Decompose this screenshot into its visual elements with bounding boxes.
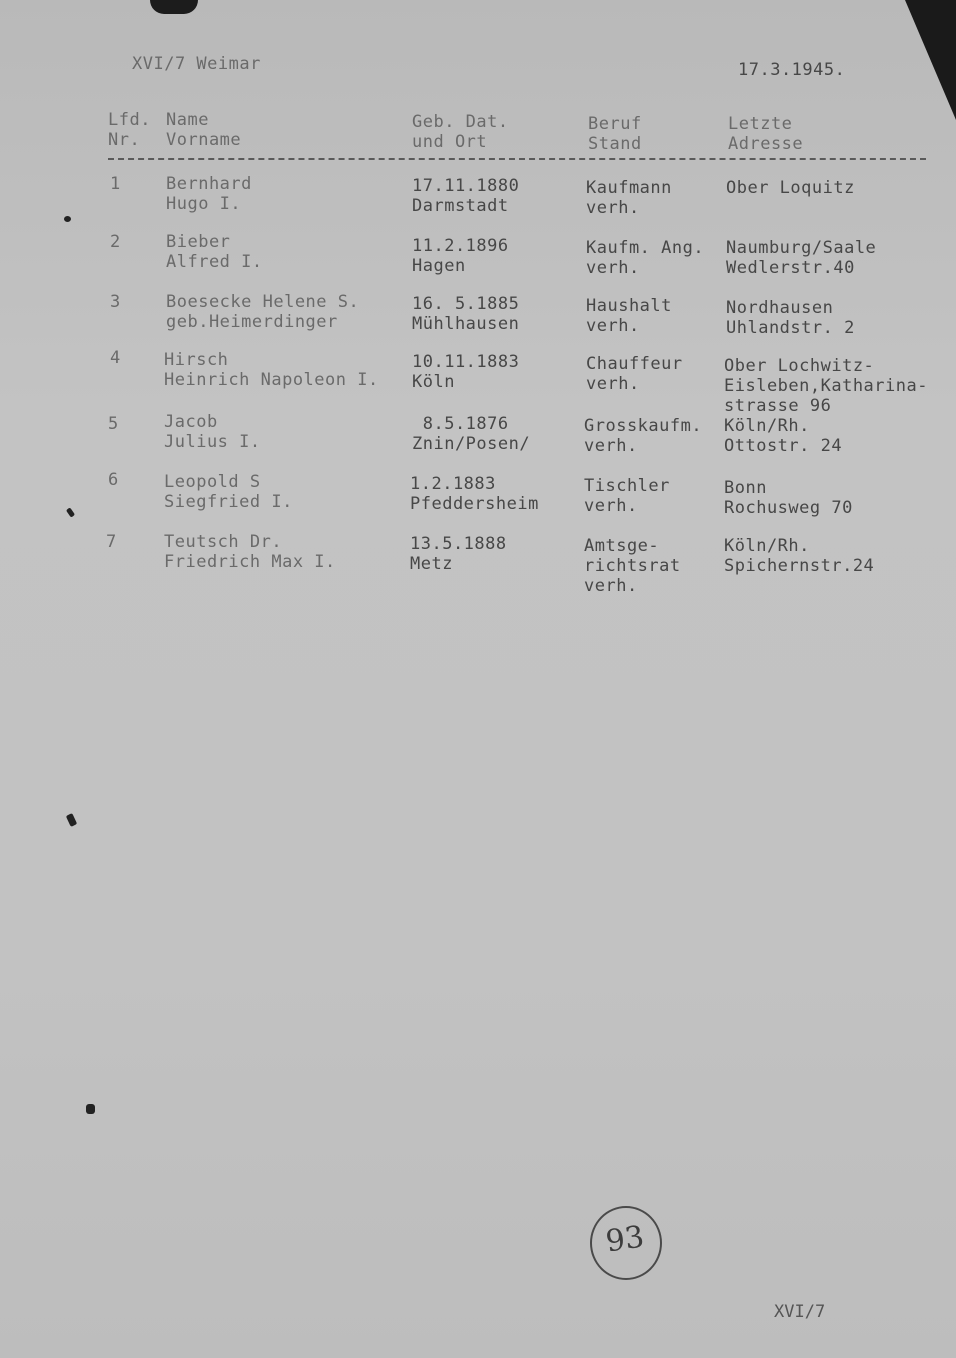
scan-speck <box>64 216 71 222</box>
row-name: Hirsch Heinrich Napoleon I. <box>164 350 379 390</box>
row-number: 7 <box>106 532 117 552</box>
row-occupation: Haushalt verh. <box>586 296 672 336</box>
row-address: Ober Lochwitz- Eisleben,Katharina- strasse 96 <box>724 356 928 416</box>
row-address: Köln/Rh. Ottostr. 24 <box>724 416 843 456</box>
column-header-address: Letzte Adresse <box>728 114 804 154</box>
row-address: Köln/Rh. Spichernstr.24 <box>724 536 875 576</box>
row-birth: 8.5.1876 Znin/Posen/ <box>412 414 531 454</box>
column-header-nr: Lfd. Nr. <box>108 110 151 150</box>
row-name: Leopold S Siegfried I. <box>164 472 293 512</box>
row-occupation: Kaufmann verh. <box>586 178 672 218</box>
row-occupation: Kaufm. Ang. verh. <box>586 238 705 278</box>
row-birth: 13.5.1888 Metz <box>410 534 507 574</box>
document-date: 17.3.1945. <box>738 60 846 80</box>
row-birth: 17.11.1880 Darmstadt <box>412 176 520 216</box>
row-birth: 10.11.1883 Köln <box>412 352 520 392</box>
scan-blot <box>150 0 198 14</box>
row-birth: 11.2.1896 Hagen <box>412 236 509 276</box>
row-name: Bernhard Hugo I. <box>166 174 252 214</box>
row-name: Jacob Julius I. <box>164 412 261 452</box>
row-occupation: Amtsge- richtsrat verh. <box>584 536 681 596</box>
row-number: 6 <box>108 470 119 490</box>
row-address: Naumburg/Saale Wedlerstr.40 <box>726 238 877 278</box>
row-number: 4 <box>110 348 121 368</box>
row-name: Bieber Alfred I. <box>166 232 263 272</box>
row-address: Nordhausen Uhlandstr. 2 <box>726 298 855 338</box>
row-occupation: Tischler verh. <box>584 476 670 516</box>
page-number-handwritten: 93 <box>603 1219 647 1260</box>
row-number: 5 <box>108 414 119 434</box>
column-header-name: Name Vorname <box>166 110 242 150</box>
row-number: 2 <box>110 232 121 252</box>
row-name: Teutsch Dr. Friedrich Max I. <box>164 532 336 572</box>
column-header-birth: Geb. Dat. und Ort <box>412 112 509 152</box>
column-header-occupation: Beruf Stand <box>588 114 642 154</box>
row-occupation: Grosskaufm. verh. <box>584 416 703 456</box>
row-birth: 16. 5.1885 Mühlhausen <box>412 294 520 334</box>
header-rule <box>108 158 926 160</box>
scan-speck <box>86 1104 95 1114</box>
document-reference: XVI/7 Weimar <box>132 54 261 74</box>
row-number: 3 <box>110 292 121 312</box>
footer-reference: XVI/7 <box>774 1302 826 1322</box>
row-address: Bonn Rochusweg 70 <box>724 478 853 518</box>
row-birth: 1.2.1883 Pfeddersheim <box>410 474 539 514</box>
row-occupation: Chauffeur verh. <box>586 354 683 394</box>
row-name: Boesecke Helene S. geb.Heimerdinger <box>166 292 360 332</box>
row-number: 1 <box>110 174 121 194</box>
row-address: Ober Loquitz <box>726 178 855 198</box>
